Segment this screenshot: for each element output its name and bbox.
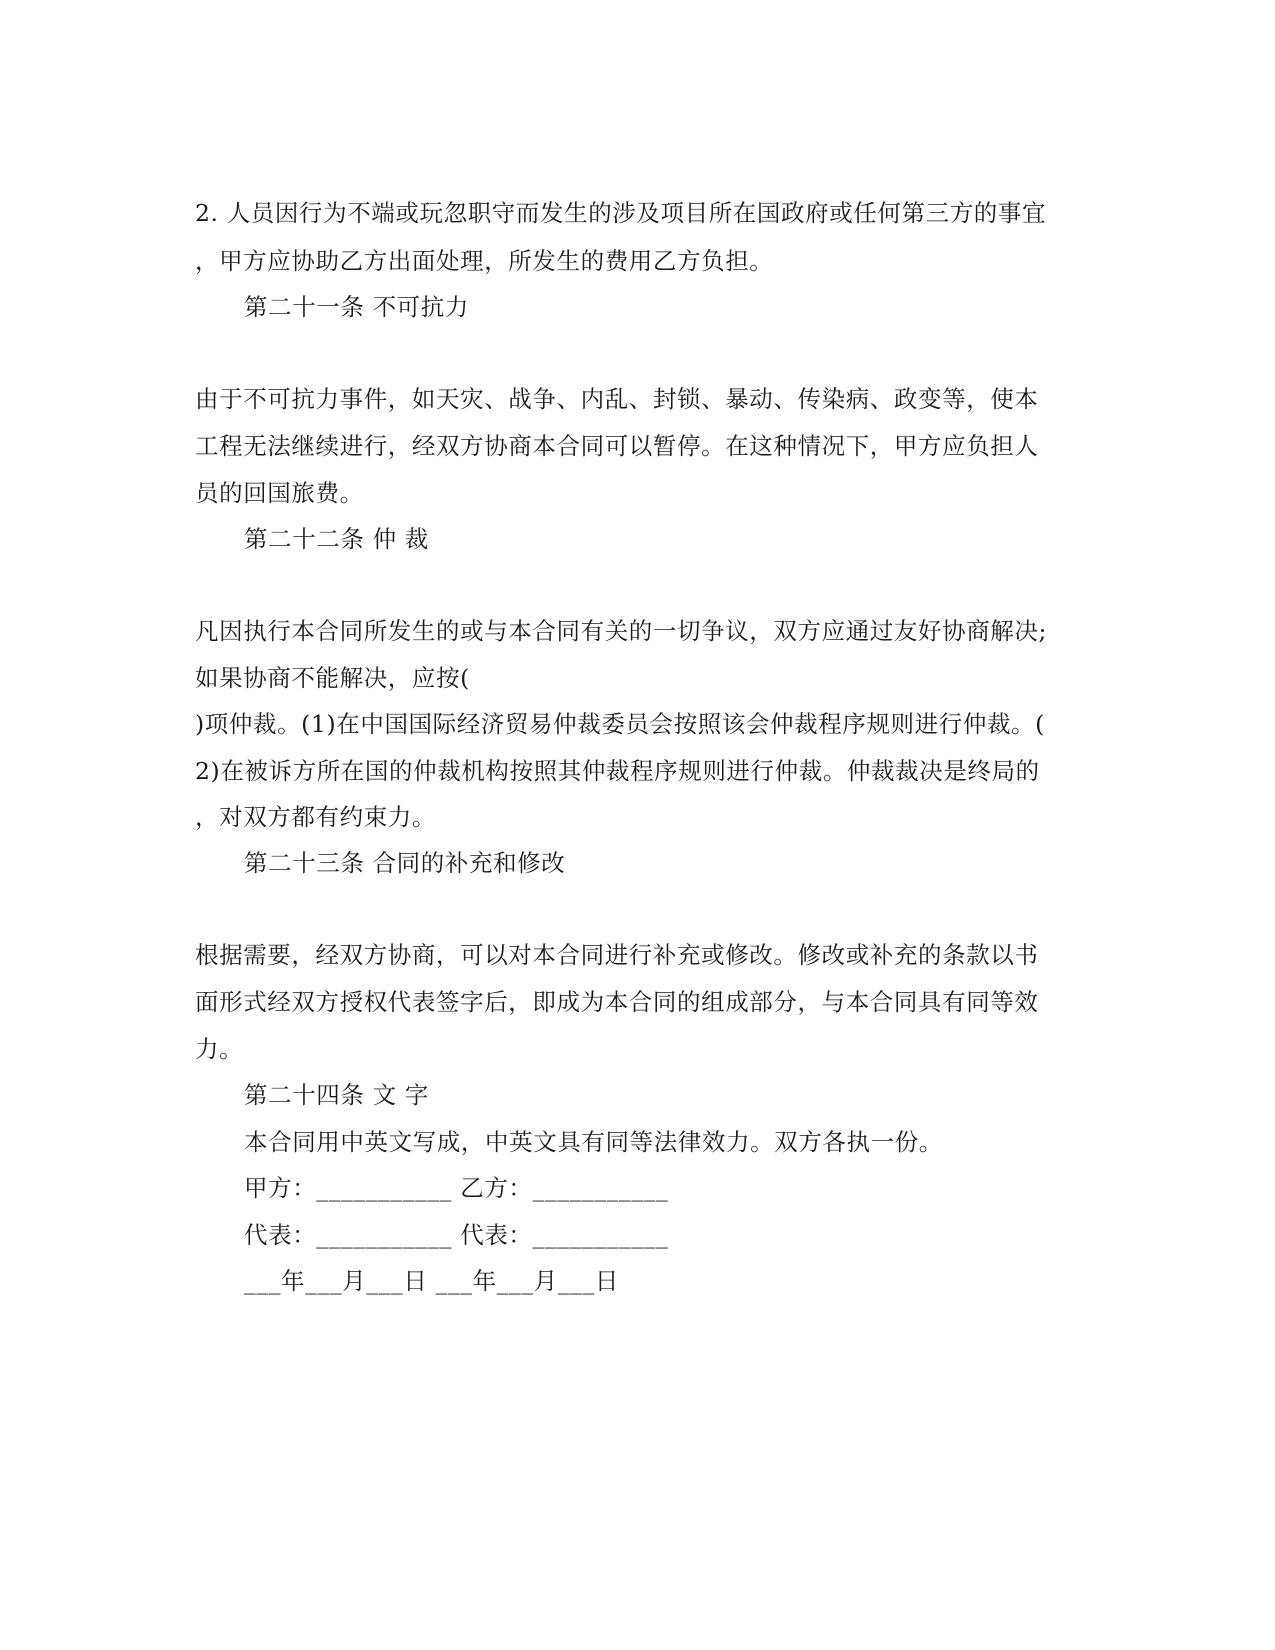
signature-party-line: 甲方：___________ 乙方：___________ [244, 1174, 669, 1202]
clause-22-body-line-3: )项仲裁。(1)在中国国际经济贸易仲裁委员会按照该会仲裁程序规则进行仲裁。( [195, 710, 1045, 738]
clause-21-body-line-2: 工程无法继续进行，经双方协商本合同可以暂停。在这种情况下，甲方应负担人 [195, 432, 1039, 460]
clause-22-body-line-5: ，对双方都有约束力。 [195, 803, 436, 831]
signature-date-line: ___年___月___日 ___年___月___日 [244, 1267, 619, 1295]
clause-23-body-line-1: 根据需要，经双方协商，可以对本合同进行补充或修改。修改或补充的条款以书 [195, 941, 1039, 969]
clause-23-body-line-2: 面形式经双方授权代表签字后，即成为本合同的组成部分，与本合同具有同等效 [195, 988, 1039, 1016]
clause-24-body: 本合同用中英文写成，中英文具有同等法律效力。双方各执一份。 [244, 1128, 943, 1156]
clause-20-item-2-line-2: ，甲方应协助乙方出面处理，所发生的费用乙方负担。 [195, 247, 774, 275]
clause-23-heading: 第二十三条 合同的补充和修改 [244, 849, 566, 877]
clause-24-heading: 第二十四条 文 字 [244, 1081, 429, 1109]
clause-22-body-line-1: 凡因执行本合同所发生的或与本合同有关的一切争议，双方应通过友好协商解决; [195, 617, 1048, 645]
clause-20-item-2-line-1: 2. 人员因行为不端或玩忽职守而发生的涉及项目所在国政府或任何第三方的事宜 [195, 199, 1047, 227]
clause-21-body-line-3: 员的回国旅费。 [195, 479, 364, 507]
clause-21-body-line-1: 由于不可抗力事件，如天灾、战争、内乱、封锁、暴动、传染病、政变等，使本 [195, 385, 1039, 413]
clause-23-body-line-3: 力。 [195, 1035, 244, 1063]
clause-22-body-line-2: 如果协商不能解决，应按( [195, 664, 470, 692]
clause-22-body-line-4: 2)在被诉方所在国的仲裁机构按照其仲裁程序规则进行仲裁。仲裁裁决是终局的 [195, 757, 1040, 785]
clause-21-heading: 第二十一条 不可抗力 [244, 293, 469, 321]
signature-representative-line: 代表：___________ 代表：___________ [244, 1221, 669, 1249]
clause-22-heading: 第二十二条 仲 裁 [244, 525, 429, 553]
